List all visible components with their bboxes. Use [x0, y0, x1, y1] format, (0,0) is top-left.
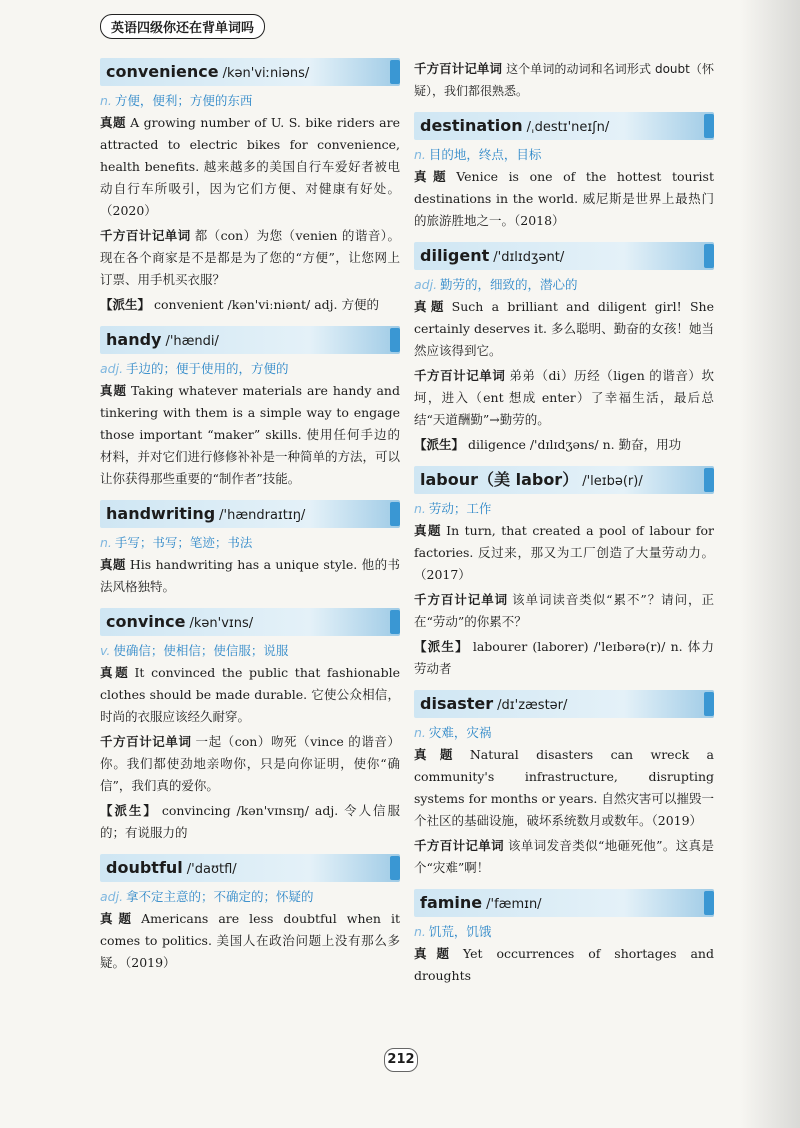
line-tag: 真题	[100, 665, 131, 680]
entry-headword-bar	[100, 500, 400, 528]
definition-text: 饥荒，饥饿	[428, 924, 492, 939]
line-text: Natural disasters can wreck a community's infrastructure, disrupting systems for months or years. 自然灾害可以摧毁一个社区的基础设施，破坏系统数月或数年。（2019）	[414, 747, 714, 828]
line-tag: 【派生】	[414, 639, 469, 654]
entry-line	[100, 225, 400, 291]
definition-text: 方便，便利；方便的东西	[114, 93, 253, 108]
phonetic: /ˌdestɪ'neɪʃn/	[526, 120, 610, 135]
line-tag: 真题	[100, 557, 126, 572]
line-text: 一起（con）吻死（vince 的谐音）你。我们都使劲地亲吻你，只是向你证明，使你“确信”，我们真的爱你。	[100, 734, 400, 793]
line-tag: 【派生】	[414, 437, 465, 452]
definition	[100, 886, 400, 908]
entry-line	[100, 380, 400, 490]
line-tag: 真题	[414, 946, 459, 961]
page-edge-shadow	[740, 0, 800, 1128]
vocab-entry-handy	[100, 326, 400, 490]
vocab-entry-labour	[414, 466, 714, 680]
headword: destination	[420, 116, 523, 135]
vocab-entry-convenience	[100, 58, 400, 316]
entry-line	[414, 166, 714, 232]
headword: diligent	[420, 246, 490, 265]
definition	[414, 274, 714, 296]
entry-line	[100, 800, 400, 844]
definition	[100, 358, 400, 380]
line-tag: 真题	[414, 169, 453, 184]
vocab-entry-handwriting	[100, 500, 400, 598]
vocab-entry-disaster	[414, 690, 714, 879]
phonetic: /'leɪbə(r)/	[582, 474, 643, 489]
line-tag: 千方百计记单词	[100, 228, 191, 243]
part-of-speech: adj.	[100, 361, 124, 376]
line-text: 该单词发音类似“地砸死他”。这真是个“灾难”啊！	[414, 838, 714, 875]
line-text: 该单词读音类似“累不”？请问，正在“劳动”的你累不？	[414, 592, 714, 629]
line-text: diligence /'dɪlɪdʒəns/ n. 勤奋，用功	[468, 437, 682, 452]
entry-line	[414, 520, 714, 586]
running-header: 英语四级你还在背单词吗	[100, 14, 265, 39]
line-text: 这个单词的动词和名词形式 doubt（怀疑），我们都很熟悉。	[414, 62, 714, 98]
right-column	[414, 58, 714, 997]
definition-text: 拿不定主意的；不确定的；怀疑的	[126, 889, 314, 904]
line-text: Yet occurrences of shortages and droughts	[414, 946, 714, 983]
entry-line	[414, 589, 714, 633]
definition	[100, 90, 400, 112]
part-of-speech: n.	[414, 501, 426, 516]
page-number: 212	[384, 1048, 418, 1072]
entry-line	[414, 365, 714, 431]
entry-headword-bar	[414, 690, 714, 718]
entry-continuation	[414, 58, 714, 102]
entry-line	[414, 636, 714, 680]
entry-headword-bar	[414, 112, 714, 140]
line-tag: 千方百计记单词	[414, 368, 506, 383]
entry-line	[414, 744, 714, 832]
phonetic: /'hændraɪtɪŋ/	[219, 508, 306, 523]
entry-headword-bar	[414, 889, 714, 917]
definition	[100, 640, 400, 662]
entry-headword-bar	[414, 242, 714, 270]
entry-headword-bar	[100, 326, 400, 354]
part-of-speech: n.	[414, 725, 426, 740]
entry-line	[100, 908, 400, 974]
line-text: Such a brilliant and diligent girl! She certainly deserves it. 多么聪明、勤奋的女孩！她当然应该得到它。	[414, 299, 714, 358]
definition	[100, 532, 400, 554]
phonetic: /'daʊtfl/	[186, 862, 237, 877]
vocab-entry-diligent	[414, 242, 714, 456]
line-text: Taking whatever materials are handy and tinkering with them is a simple way to engage those important “maker” skills. 使用任何手边的材料，并对它们进行修修补补是一种简单的方法，可以让你获得那些重要的“制作者”技能。	[100, 383, 401, 486]
line-text: 弟弟（di）历经（ligen 的谐音）坎坷，进入（ent 想成 enter）了幸福生活，最后总结“天道酬勤”→勤劳的。	[414, 368, 714, 427]
part-of-speech: n.	[100, 535, 112, 550]
line-tag: 真题	[414, 747, 466, 762]
definition-text: 勤劳的，细致的，潜心的	[440, 277, 578, 292]
line-tag: 真题	[100, 911, 138, 926]
phonetic: /kən'vɪns/	[189, 616, 254, 631]
entry-line	[414, 434, 714, 456]
line-tag: 千方百计记单词	[100, 734, 192, 749]
phonetic: /kən'viːniəns/	[222, 66, 310, 81]
line-text: It convinced the public that fashionable clothes should be made durable. 它使公众相信，时尚的衣服应该经久耐穿。	[100, 665, 400, 724]
headword: handwriting	[106, 504, 216, 523]
definition-text: 手边的；便于使用的，方便的	[126, 361, 289, 376]
entry-line	[100, 554, 400, 598]
headword: disaster	[420, 694, 494, 713]
part-of-speech: adj.	[100, 889, 124, 904]
line-tag: 真题	[414, 523, 443, 538]
part-of-speech: n.	[100, 93, 112, 108]
entry-line	[100, 112, 400, 222]
definition	[414, 722, 714, 744]
entry-headword-bar	[100, 854, 400, 882]
line-text: 都（con）为您（venien 的谐音）。现在各个商家是不是都是为了您的“方便”，让您网上订票、用手机买衣服？	[100, 228, 400, 287]
phonetic: /'fæmɪn/	[486, 897, 542, 912]
entry-line	[100, 294, 400, 316]
line-tag: 【派生】	[100, 803, 158, 818]
definition	[414, 921, 714, 943]
definition-text: 目的地，终点，目标	[428, 147, 542, 162]
line-text: His handwriting has a unique style. 他的书法风格独特。	[100, 557, 400, 594]
entry-headword-bar	[100, 608, 400, 636]
line-tag: 真题	[100, 383, 128, 398]
entry-line	[414, 296, 714, 362]
headword: convenience	[106, 62, 219, 81]
entry-headword-bar	[414, 466, 714, 494]
line-text: Americans are less doubtful when it comes to politics. 美国人在政治问题上没有那么多疑。（2019）	[100, 911, 400, 970]
entry-line	[414, 943, 714, 987]
line-tag: 千方百计记单词	[414, 61, 503, 76]
line-text: convenient /kən'viːniənt/ adj. 方便的	[154, 297, 379, 312]
phonetic: /dɪ'zæstər/	[497, 698, 568, 713]
vocab-entry-famine	[414, 889, 714, 987]
headword: famine	[420, 893, 483, 912]
vocab-entry-destination	[414, 112, 714, 232]
entry-line	[414, 58, 714, 102]
headword: doubtful	[106, 858, 183, 877]
definition-text: 劳动；工作	[428, 501, 492, 516]
line-text: In turn, that created a pool of labour for factories. 反过来，那又为工厂创造了大量劳动力。（2017）	[414, 523, 714, 582]
line-text: labourer (laborer) /'leɪbərə(r)/ n. 体力劳动者	[414, 639, 714, 676]
definition	[414, 144, 714, 166]
line-tag: 千方百计记单词	[414, 838, 504, 853]
line-text: A growing number of U. S. bike riders are attracted to electric bikes for convenience, health benefits. 越来越多的美国自行车爱好者被电动自行车所吸引，因为它们方便、对健康有好处。（2020）	[100, 115, 400, 218]
definition-text: 灾难，灾祸	[428, 725, 492, 740]
line-tag: 真题	[414, 299, 448, 314]
vocab-entry-doubtful	[100, 854, 400, 974]
vocab-entry-convince	[100, 608, 400, 844]
headword: labour（美 labor）	[420, 470, 579, 489]
entry-headword-bar	[100, 58, 400, 86]
definition	[414, 498, 714, 520]
part-of-speech: v.	[100, 643, 111, 658]
phonetic: /'dɪlɪdʒənt/	[493, 250, 565, 265]
part-of-speech: adj.	[414, 277, 438, 292]
line-text: convincing /kən'vɪnsɪŋ/ adj. 令人信服的；有说服力的	[100, 803, 400, 840]
entry-line	[100, 731, 400, 797]
entry-line	[414, 835, 714, 879]
definition-text: 手写；书写；笔迹；书法	[114, 535, 253, 550]
line-text: Venice is one of the hottest tourist destinations in the world. 威尼斯是世界上最热门的旅游胜地之一。（2018）	[414, 169, 714, 228]
entry-line	[100, 662, 400, 728]
line-tag: 【派生】	[100, 297, 151, 312]
headword: convince	[106, 612, 186, 631]
left-column	[100, 58, 400, 984]
part-of-speech: n.	[414, 924, 426, 939]
definition-text: 使确信；使相信；使信服；说服	[113, 643, 289, 658]
line-tag: 真题	[100, 115, 127, 130]
line-tag: 千方百计记单词	[414, 592, 509, 607]
phonetic: /'hændi/	[165, 334, 219, 349]
part-of-speech: n.	[414, 147, 426, 162]
headword: handy	[106, 330, 162, 349]
